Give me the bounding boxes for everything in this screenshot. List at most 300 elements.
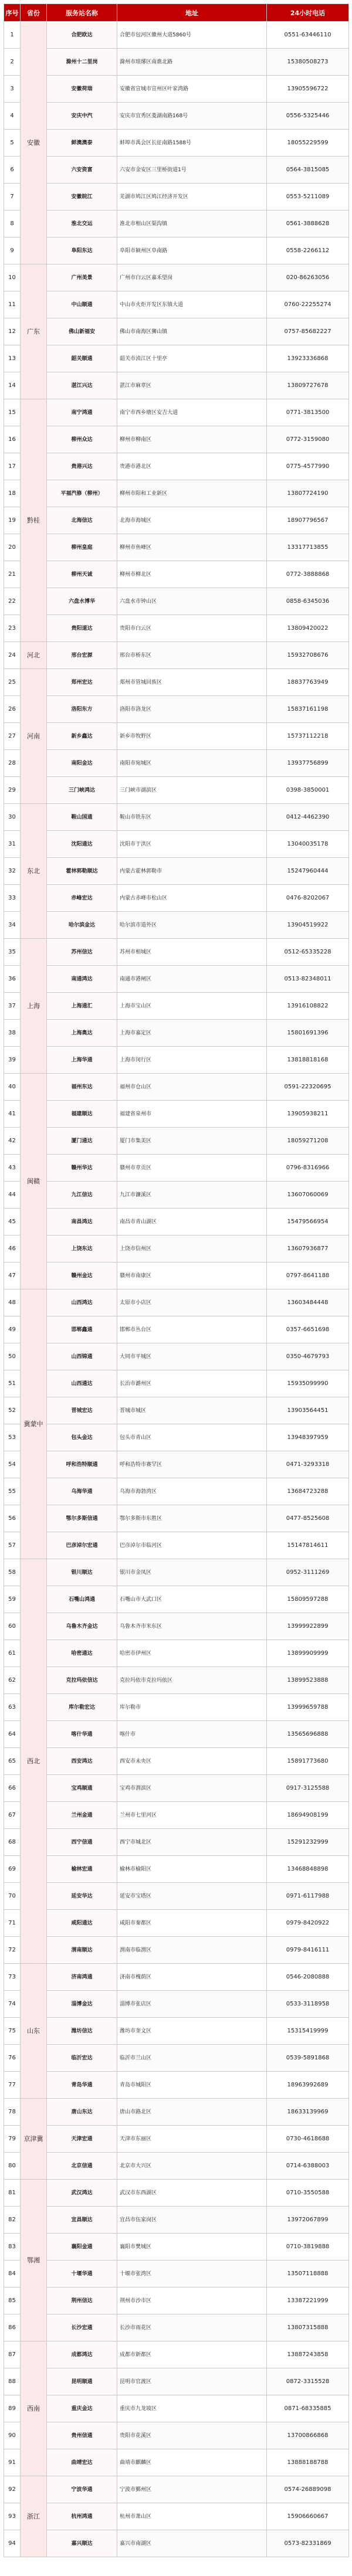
station-name: 西宁信通 [47,1829,117,1856]
station-address: 福建省泉州市 [117,1101,267,1128]
table-row [4,2395,349,2422]
row-number: 68 [4,1829,21,1856]
station-name: 西安鸿达 [47,1748,117,1775]
station-phone: 15891773680 [267,1748,349,1775]
station-name: 襄阳金通 [47,2234,117,2261]
row-number: 15 [4,399,21,426]
table-row [4,211,349,237]
station-name: 淮北交运 [47,211,117,237]
table-row [4,1155,349,1182]
station-name: 新乡鑫达 [47,723,117,750]
row-number: 80 [4,2153,21,2180]
table-row [4,291,349,318]
station-name: 唐山东达 [47,2099,117,2126]
table-row [4,1505,349,1532]
station-name: 包头金达 [47,1424,117,1451]
table-row [4,49,349,76]
row-number: 52 [4,1397,21,1424]
station-name: 荆州信达 [47,2287,117,2314]
station-address: 邯郸市丛台区 [117,1316,267,1343]
province-cell: 黔桂 [21,399,47,642]
station-name: 武汉鸿达 [47,2180,117,2207]
station-name: 贵阳道达 [47,615,117,642]
station-address: 哈密市伊州区 [117,1640,267,1667]
station-address: 巴彦淖尔市临河区 [117,1532,267,1559]
station-phone: 13999922899 [267,1613,349,1640]
station-phone: 0556-5325446 [267,103,349,130]
station-phone: 15479566954 [267,1209,349,1236]
station-phone: 0551-63446110 [267,22,349,49]
row-number: 26 [4,696,21,723]
station-address: 成都市新都区 [117,2341,267,2368]
station-phone: 0858-6345036 [267,588,349,615]
table-row [4,2314,349,2341]
station-phone: 0357-6651698 [267,1316,349,1343]
station-name: 成都鸿达 [47,2341,117,2368]
header-address: 地址 [117,4,267,22]
station-address: 贵港市港北区 [117,453,267,480]
station-address: 克拉玛依市克拉玛依区 [117,1667,267,1694]
station-address: 淄博市张店区 [117,1991,267,2018]
station-address: 哈尔滨市道外区 [117,912,267,939]
station-phone: 0979-8416111 [267,1937,349,1964]
station-phone: 15147814611 [267,1532,349,1559]
row-number: 5 [4,130,21,157]
row-number: 14 [4,372,21,399]
table-row [4,858,349,885]
station-name: 晋城宏达 [47,1397,117,1424]
table-row [4,912,349,939]
station-address: 六安市金安区三里桥街道1号 [117,157,267,184]
row-number: 30 [4,804,21,831]
station-name: 宜昌顺达 [47,2207,117,2234]
table-row [4,2287,349,2314]
station-address: 上海市闵行区 [117,1047,267,1074]
table-row [4,2072,349,2099]
station-phone: 0797-8641188 [267,1262,349,1289]
station-phone: 13905938211 [267,1101,349,1128]
station-name: 潍坊信达 [47,2018,117,2045]
row-number: 82 [4,2207,21,2234]
row-number: 70 [4,1883,21,1910]
table-row [4,1856,349,1883]
table-row [4,2234,349,2261]
station-name: 鞍山国通 [47,804,117,831]
station-phone: 13905596722 [267,76,349,103]
station-phone: 0917-3125588 [267,1775,349,1802]
station-address: 贵阳市花溪区 [117,2422,267,2449]
table-row [4,1883,349,1910]
station-address: 襄阳市樊城区 [117,2234,267,2261]
table-row [4,237,349,264]
row-number: 85 [4,2287,21,2314]
table-row [4,831,349,858]
station-address: 鞍山市铁东区 [117,804,267,831]
table-row [4,723,349,750]
header-no: 序号 [4,4,21,22]
station-phone: 13317713855 [267,534,349,561]
station-address: 福州市仓山区 [117,1074,267,1101]
station-name: 赣州华达 [47,1155,117,1182]
station-phone: 0350-4679793 [267,1343,349,1370]
station-phone: 0564-3815085 [267,157,349,184]
station-name: 贵州信通 [47,2422,117,2449]
station-name: 巴彦淖尔宏通 [47,1532,117,1559]
province-cell: 河北 [21,642,47,669]
station-name: 乌海华通 [47,1478,117,1505]
row-number: 87 [4,2341,21,2368]
row-number: 36 [4,966,21,993]
table-row [4,2018,349,2045]
table-body [4,22,349,2557]
station-address: 嘉兴市南湖区 [117,2530,267,2557]
row-number: 2 [4,49,21,76]
row-number: 10 [4,264,21,291]
station-phone: 13999659788 [267,1694,349,1721]
row-number: 48 [4,1289,21,1316]
station-phone: 0772-3888868 [267,561,349,588]
row-number: 64 [4,1721,21,1748]
station-address: 包头市青山区 [117,1424,267,1451]
row-number: 39 [4,1047,21,1074]
station-address: 郑州市管城回族区 [117,669,267,696]
header-row [4,4,349,22]
station-phone: 0710-3819888 [267,2234,349,2261]
station-address: 上海市嘉定区 [117,1020,267,1047]
row-number: 84 [4,2261,21,2287]
station-phone: 15291232999 [267,1829,349,1856]
table-row [4,157,349,184]
row-number: 27 [4,723,21,750]
station-phone: 18059271208 [267,1128,349,1155]
station-address: 青岛市城阳区 [117,2072,267,2099]
station-phone: 13923336868 [267,345,349,372]
row-number: 75 [4,2018,21,2045]
station-address: 柳州市柳南区 [117,426,267,453]
province-cell: 安徽 [21,22,47,264]
station-phone: 15837161198 [267,696,349,723]
station-name: 上海奥达 [47,1020,117,1047]
province-cell: 广东 [21,264,47,399]
row-number: 34 [4,912,21,939]
table-row [4,2530,349,2557]
table-row [4,318,349,345]
table-row [4,1532,349,1559]
row-number: 4 [4,103,21,130]
table-row [4,885,349,912]
station-name: 郑州宏达 [47,669,117,696]
station-address: 沈阳市于洪区 [117,831,267,858]
station-address: 三门峡市湖滨区 [117,777,267,804]
province-cell: 闽赣 [21,1074,47,1289]
station-name: 山西鸿达 [47,1289,117,1316]
station-name: 广州美景 [47,264,117,291]
station-address: 晋城市城区 [117,1397,267,1424]
row-number: 22 [4,588,21,615]
station-name: 兰州金通 [47,1802,117,1829]
table-row [4,615,349,642]
station-address: 长治市潞州区 [117,1370,267,1397]
row-number: 60 [4,1613,21,1640]
row-number: 49 [4,1316,21,1343]
table-row [4,561,349,588]
table-row [4,2126,349,2153]
table-row [4,2341,349,2368]
station-address: 咸阳市秦都区 [117,1910,267,1937]
station-name: 滁州十二里岗 [47,49,117,76]
station-phone: 0512-65335228 [267,939,349,966]
row-number: 62 [4,1667,21,1694]
table-row [4,1101,349,1128]
row-number: 63 [4,1694,21,1721]
station-name: 长沙宏通 [47,2314,117,2341]
station-name: 安徽皖江 [47,184,117,211]
station-address: 长沙市雨花区 [117,2314,267,2341]
table-row [4,399,349,426]
row-number: 40 [4,1074,21,1101]
station-phone: 0574-26889098 [267,2476,349,2503]
table-row [4,453,349,480]
province-cell: 西北 [21,1559,47,1964]
station-phone: 15935099990 [267,1370,349,1397]
row-number: 93 [4,2503,21,2530]
row-number: 23 [4,615,21,642]
station-name: 渭南顺达 [47,1937,117,1964]
station-name: 南宁鸿通 [47,399,117,426]
station-name: 宁波华通 [47,2476,117,2503]
row-number: 58 [4,1559,21,1586]
station-address: 南昌市青山湖区 [117,1209,267,1236]
row-number: 72 [4,1937,21,1964]
row-number: 25 [4,669,21,696]
station-phone: 0760-22255274 [267,291,349,318]
row-number: 13 [4,345,21,372]
station-phone: 13607060069 [267,1182,349,1209]
station-address: 榆林市榆阳区 [117,1856,267,1883]
table-row [4,1316,349,1343]
row-number: 9 [4,237,21,264]
table-row [4,1613,349,1640]
station-phone: 13507118888 [267,2261,349,2287]
table-row [4,1424,349,1451]
table-row [4,2449,349,2476]
row-number: 41 [4,1101,21,1128]
table-row [4,2261,349,2287]
station-name: 福州东达 [47,1074,117,1101]
row-number: 24 [4,642,21,669]
station-name: 呼和浩特顺通 [47,1451,117,1478]
row-number: 35 [4,939,21,966]
table-row [4,130,349,157]
station-address: 宜昌市伍家岗区 [117,2207,267,2234]
station-name: 柳州天诚 [47,561,117,588]
station-address: 安徽省宣城市宣州区叶家湾路 [117,76,267,103]
row-number: 42 [4,1128,21,1155]
station-name: 鲜澳澳泰 [47,130,117,157]
row-number: 94 [4,2530,21,2557]
station-address: 韶关市浈江区十里亭 [117,345,267,372]
station-phone: 13684723288 [267,1478,349,1505]
station-address: 柳州市柳北区 [117,561,267,588]
station-address: 湛江市麻章区 [117,372,267,399]
station-phone: 0573-82331869 [267,2530,349,2557]
station-address: 邢台市桥东区 [117,642,267,669]
table-row [4,588,349,615]
station-address: 杭州市萧山区 [117,2503,267,2530]
station-phone: 18694908199 [267,1802,349,1829]
station-name: 北京信通 [47,2153,117,2180]
station-address: 乌海市海勃湾区 [117,1478,267,1505]
station-phone: 0513-82348011 [267,966,349,993]
station-phone: 13888188788 [267,2449,349,2476]
row-number: 46 [4,1236,21,1262]
table-row [4,1829,349,1856]
station-address: 乌鲁木齐市米东区 [117,1613,267,1640]
province-cell: 西南 [21,2341,47,2476]
station-phone: 0971-6117988 [267,1883,349,1910]
station-address: 滁州市琅琊区南谯北路 [117,49,267,76]
station-phone: 0561-3888628 [267,211,349,237]
row-number: 67 [4,1802,21,1829]
station-phone: 0471-3293318 [267,1451,349,1478]
table-row [4,1047,349,1074]
table-row [4,1748,349,1775]
station-phone: 0979-8420922 [267,1910,349,1937]
station-phone: 13040035178 [267,831,349,858]
station-phone: 0871-68335885 [267,2395,349,2422]
station-phone: 13809420022 [267,615,349,642]
row-number: 59 [4,1586,21,1613]
station-name: 哈密通达 [47,1640,117,1667]
table-row [4,1586,349,1613]
table-row [4,103,349,130]
table-row [4,1667,349,1694]
station-phone: 0757-85682227 [267,318,349,345]
table-row [4,534,349,561]
row-number: 38 [4,1020,21,1047]
row-number: 50 [4,1343,21,1370]
station-address: 太原市小店区 [117,1289,267,1316]
row-number: 66 [4,1775,21,1802]
station-phone: 15737112218 [267,723,349,750]
station-name: 赣州金达 [47,1262,117,1289]
station-name: 六安资富 [47,157,117,184]
station-phone: 13807724190 [267,480,349,507]
station-phone: 0533-3118958 [267,1991,349,2018]
table-row [4,1775,349,1802]
station-phone: 18837763949 [267,669,349,696]
station-phone: 15809597288 [267,1586,349,1613]
table-row [4,1209,349,1236]
row-number: 20 [4,534,21,561]
station-name: 延安华达 [47,1883,117,1910]
station-phone: 15380508273 [267,49,349,76]
table-row [4,2099,349,2126]
table-row [4,184,349,211]
station-name: 佛山新福安 [47,318,117,345]
table-row [4,507,349,534]
station-phone: 0591-22320695 [267,1074,349,1101]
table-row [4,2503,349,2530]
table-header [4,4,349,22]
station-name: 上海通汇 [47,993,117,1020]
station-name: 宝鸡顺通 [47,1775,117,1802]
station-name: 天津宏通 [47,2126,117,2153]
table-row [4,1074,349,1101]
table-row [4,1694,349,1721]
station-address: 新乡市牧野区 [117,723,267,750]
row-number: 29 [4,777,21,804]
row-number: 57 [4,1532,21,1559]
station-address: 南阳市宛城区 [117,750,267,777]
station-address: 北京市大兴区 [117,2153,267,2180]
station-name: 柳州众达 [47,426,117,453]
station-name: 昆明顺通 [47,2368,117,2395]
station-phone: 13937756899 [267,750,349,777]
table-row [4,426,349,453]
station-name: 安庆中汽 [47,103,117,130]
station-address: 兰州市七里河区 [117,1802,267,1829]
row-number: 51 [4,1370,21,1397]
row-number: 19 [4,507,21,534]
station-address: 宁波市鄞州区 [117,2476,267,2503]
header-province: 省份 [21,4,47,22]
station-phone: 0553-5211089 [267,184,349,211]
station-name: 福建顺达 [47,1101,117,1128]
station-phone: 0412-4462390 [267,804,349,831]
station-phone: 13565696888 [267,1721,349,1748]
station-address: 厦门市集美区 [117,1128,267,1155]
station-address: 西宁市城北区 [117,1829,267,1856]
table-row [4,1397,349,1424]
station-phone: 0772-3159080 [267,426,349,453]
station-address: 潍坊市奎文区 [117,2018,267,2045]
province-cell: 浙江 [21,2476,47,2557]
station-name: 克拉玛依信达 [47,1667,117,1694]
row-number: 90 [4,2422,21,2449]
station-phone: 13603484448 [267,1289,349,1316]
station-phone: 13904519922 [267,912,349,939]
station-address: 库尔勒市 [117,1694,267,1721]
station-address: 六盘水市钟山区 [117,588,267,615]
station-name: 十堰华通 [47,2261,117,2287]
station-phone: 0558-2266112 [267,237,349,264]
station-address: 合肥市包河区徽州大道5860号 [117,22,267,49]
station-phone: 15932708676 [267,642,349,669]
station-phone: 13809727678 [267,372,349,399]
table-row [4,2045,349,2072]
station-address: 鄂尔多斯市东胜区 [117,1505,267,1532]
row-number: 1 [4,22,21,49]
row-number: 65 [4,1748,21,1775]
header-phone: 24小时电话 [267,4,349,22]
station-address: 南通市港闸区 [117,966,267,993]
station-phone: 0952-3111269 [267,1559,349,1586]
table-row [4,76,349,103]
station-name: 湛江兴达 [47,372,117,399]
station-address: 柳州市阳和工业新区 [117,480,267,507]
station-phone: 0398-3850001 [267,777,349,804]
station-address: 银川市金凤区 [117,1559,267,1586]
station-phone: 0539-5891868 [267,2045,349,2072]
station-name: 山西锦通 [47,1343,117,1370]
station-address: 佛山市南海区狮山镇 [117,318,267,345]
station-name: 厦门通达 [47,1128,117,1155]
station-address: 蚌埠市禹会区长征南路1588号 [117,130,267,157]
table-row [4,1128,349,1155]
row-number: 37 [4,993,21,1020]
row-number: 73 [4,1964,21,1991]
